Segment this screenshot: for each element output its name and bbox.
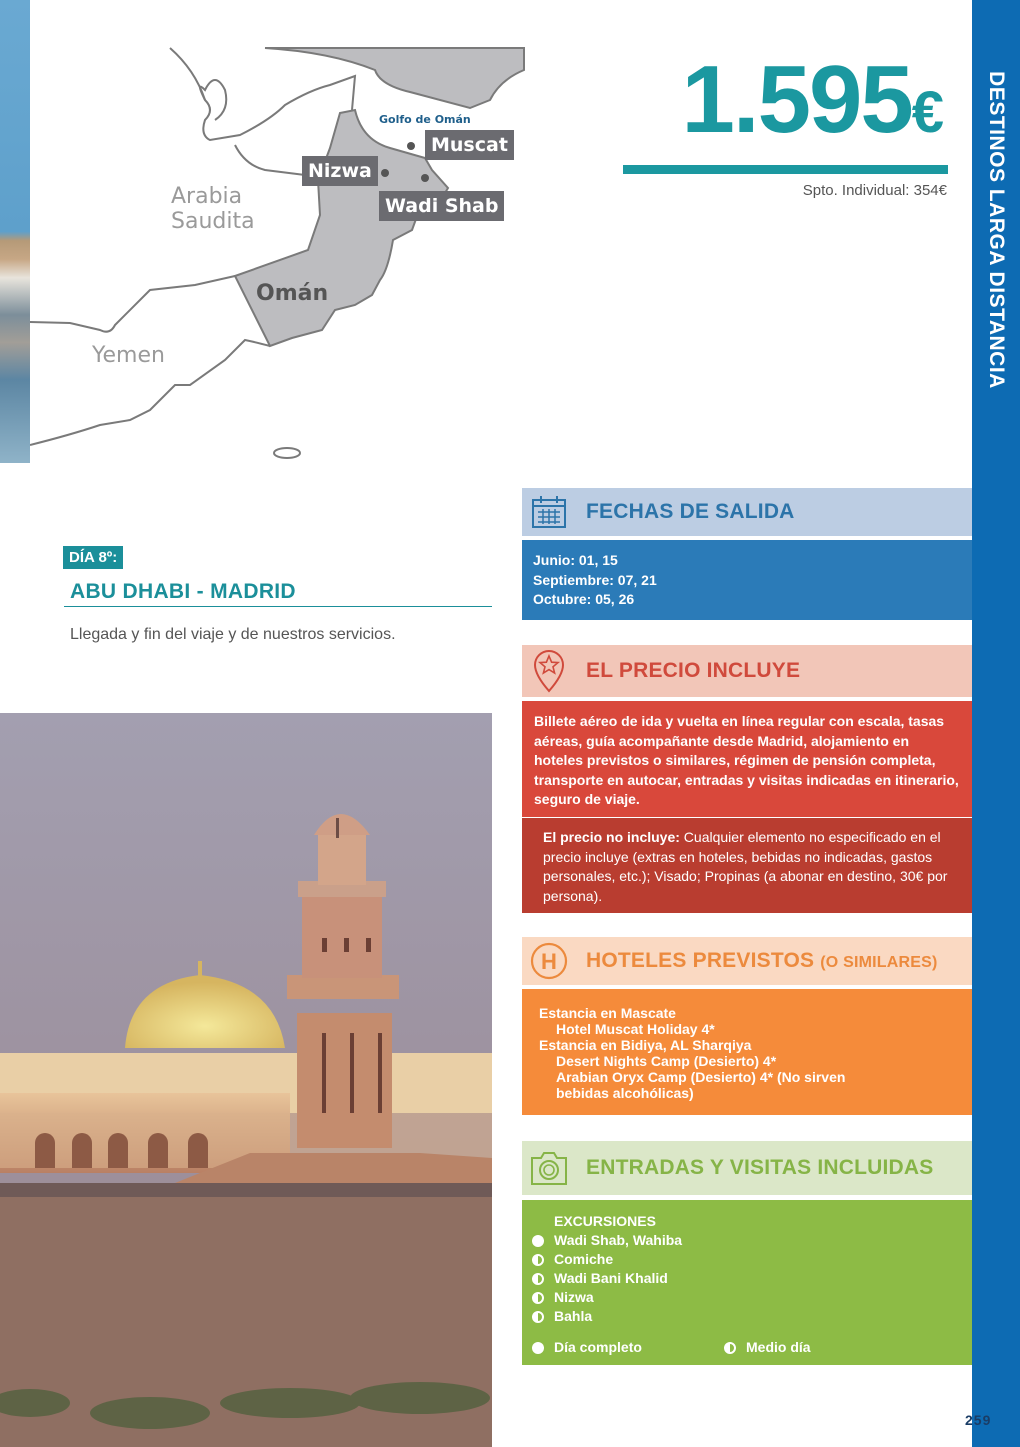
price-currency: € [911,80,944,145]
hoteles-header [522,937,972,985]
muscat-dot [407,142,415,150]
day-title: ABU DHABI - MADRID [70,580,296,603]
nizwa-dot [381,169,389,177]
day-description: Llegada y fin del viaje y de nuestros servicios. [70,626,396,643]
price-divider [623,165,948,174]
excursion-name: Wadi Bani Khalid [554,1270,668,1286]
half-day-icon [532,1273,544,1285]
half-day-icon [532,1254,544,1266]
map-label-oman: Omán [256,281,329,306]
excursion-item [532,1288,962,1307]
excursion-name: Wadi Shab, Wahiba [554,1232,683,1248]
excursion-name: Comiche [554,1251,614,1267]
fechas-header [522,488,972,536]
hotel-stay-place: Estancia en Bidiya, AL Sharqiya [539,1037,752,1053]
calendar-icon [528,491,570,533]
half-day-icon [724,1342,736,1354]
entradas-header [522,1141,972,1195]
hotel-stay-place: Estancia en Mascate [539,1005,676,1021]
section-title: DESTINOS LARGA DISTANCIA [985,71,1008,389]
map-label-yemen: Yemen [92,343,165,368]
excursion-name: Bahla [554,1308,593,1324]
svg-text:H: H [541,949,557,974]
hotel-name: Hotel Muscat Holiday 4* [556,1021,715,1037]
full-day-icon [532,1342,544,1354]
map-label-saudi-line1: Arabia [171,184,243,209]
single-supplement: Spto. Individual: 354€ [802,182,947,199]
mosque-photo [0,713,492,1447]
incluye-title: EL PRECIO INCLUYE [586,659,801,682]
no-incluye-body [522,818,972,913]
incluye-header [522,645,972,697]
map-drawing [30,40,530,470]
no-incluye-text: Cualquier elemento no especificado en el precio incluye (extras en hoteles, bebidas no indicadas, gastos personales, etc.); Visado; Propinas (a abonar en destino, 30€ por persona). [543,829,948,904]
day-divider [64,606,492,607]
city-tag-wadi-shab: Wadi Shab [379,191,504,221]
page-number: 259 [965,1412,992,1428]
map-label-saudi [171,184,255,235]
oman-map [30,40,530,470]
legend-half-day [724,1338,916,1357]
excursion-item [532,1231,962,1250]
hoteles-body [522,989,972,1115]
hoteles-title-main: HOTELES PREVISTOS [586,949,815,972]
hoteles-title [586,949,938,973]
hoteles-subtitle: (O SIMILARES) [820,954,938,971]
wadi-shab-dot [421,174,429,182]
price [681,46,945,153]
excursion-item [532,1250,962,1269]
no-incluye-label: El precio no incluye: [543,829,680,845]
half-day-icon [532,1311,544,1323]
hotel-name: Desert Nights Camp (Desierto) 4* [556,1053,777,1069]
map-label-gulf: Golfo de Omán [379,113,471,126]
star-pin-icon [528,650,570,692]
harbor-photo-strip [0,0,30,463]
camera-icon [528,1147,570,1189]
half-day-icon [532,1292,544,1304]
city-tag-nizwa: Nizwa [302,156,378,186]
incluye-body: Billete aéreo de ida y vuelta en línea regular con escala, tasas aéreas, guía acompañante desde Madrid, alojamiento en hoteles previstos o similares, régimen de pensión completa, transporte en autocar, entradas y visitas indicadas en itinerario, seguro de viaje. [522,701,972,817]
excursion-legend [532,1338,962,1357]
legend-full-day [532,1338,724,1357]
excursions-heading: EXCURSIONES [554,1213,656,1229]
hotel-name: Arabian Oryx Camp (Desierto) 4* (No sirven [556,1069,846,1085]
legend-full-label: Día completo [554,1339,642,1355]
excursion-name: Nizwa [554,1289,594,1305]
full-day-icon [532,1235,544,1247]
excursion-item [532,1269,962,1288]
day-badge: DÍA 8º: [63,546,123,569]
fechas-title: FECHAS DE SALIDA [586,500,795,523]
entradas-body [522,1200,972,1365]
legend-half-label: Medio día [746,1339,811,1355]
fecha-line: Octubre: 05, 26 [533,591,635,607]
excursion-item [532,1307,962,1326]
hotel-icon [528,940,570,982]
fechas-body [522,540,972,620]
price-amount: 1.595 [681,46,912,153]
hotel-name: bebidas alcohólicas) [556,1085,694,1101]
fecha-line: Septiembre: 07, 21 [533,571,657,588]
map-label-saudi-line2: Saudita [171,209,255,235]
city-tag-muscat: Muscat [425,130,514,160]
fecha-line: Junio: 01, 15 [533,552,618,568]
entradas-title: ENTRADAS Y VISITAS INCLUIDAS [586,1156,934,1179]
